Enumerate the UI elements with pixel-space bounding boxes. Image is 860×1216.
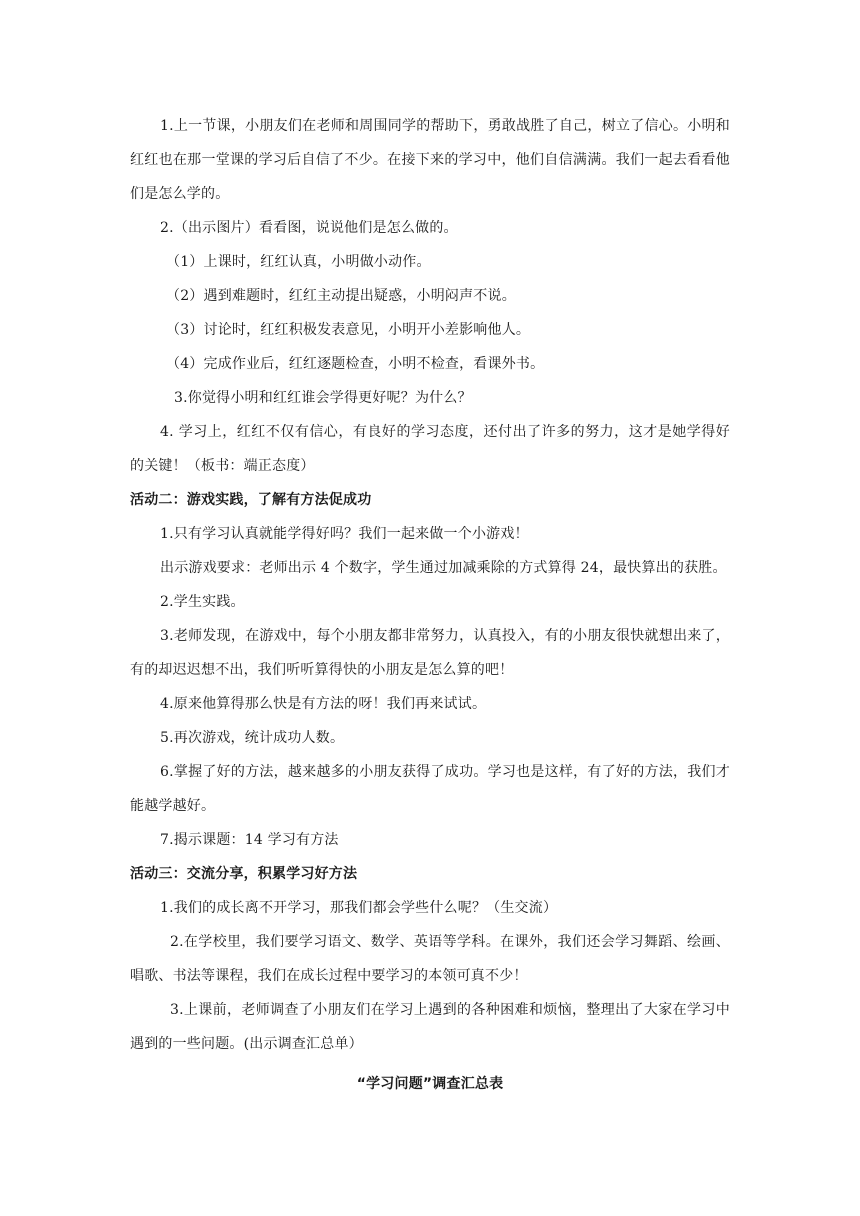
paragraph-game-rules: 出示游戏要求：老师出示 4 个数字，学生通过加减乘除的方式算得 24，最快算出的获胜。: [160, 560, 727, 576]
table-title: “学习问题”调查汇总表: [356, 1076, 504, 1092]
list-item-discussion-behavior: （3）讨论时，红红积极发表意见，小明开小差影响他人。: [166, 322, 531, 338]
document-body: [130, 109, 730, 1101]
paragraph-game-intro: 1.只有学习认真就能学得好吗？我们一起来做一个小游戏！: [160, 526, 529, 542]
paragraph-replay: 5.再次游戏，统计成功人数。: [160, 730, 345, 746]
paragraph-show-picture: 2.（出示图片）看看图，说说他们是怎么做的。: [160, 220, 458, 236]
paragraph-learning-discussion: 1.我们的成长离不开学习，那我们都会学些什么呢？（生交流）: [160, 900, 558, 916]
paragraph-conclusion: 4. 学习上，红红不仅有信心，有良好的学习态度，还付出了许多的努力，这才是她学得好的关键！（板书：端正态度）: [130, 424, 730, 474]
list-item-homework-behavior: （4）完成作业后，红红逐题检查，小明不检查，看课外书。: [166, 356, 545, 372]
section-heading-activity-two: 活动二：游戏实践，了解有方法促成功: [130, 492, 372, 508]
paragraph-question: 3.你觉得小明和红红谁会学得更好呢？为什么？: [174, 390, 472, 406]
paragraph-student-practice: 2.学生实践。: [160, 594, 245, 610]
paragraph-subjects: 2.在学校里，我们要学习语文、数学、英语等学科。在课外，我们还会学习舞蹈、绘画、唱歌、书法等课程，我们在成长过程中要学习的本领可真不少！: [130, 934, 730, 984]
paragraph-survey: 3.上课前，老师调查了小朋友们在学习上遇到的各种困难和烦恼，整理出了大家在学习中遇到的一些问题。(出示调查汇总单）: [130, 1002, 730, 1052]
paragraph-lesson-topic: 7.揭示课题：14 学习有方法: [160, 832, 339, 848]
paragraph-intro: 1.上一节课，小朋友们在老师和周围同学的帮助下，勇敢战胜了自己，树立了信心。小明和红红也在那一堂课的学习后自信了不少。在接下来的学习中，他们自信满满。我们一起去看看他们是怎么学的。: [130, 118, 730, 202]
paragraph-teacher-observation: 3.老师发现，在游戏中，每个小朋友都非常努力，认真投入，有的小朋友很快就想出来了，有的却迟迟想不出，我们听听算得快的小朋友是怎么算的吧！: [130, 628, 730, 678]
paragraph-method-discovery: 4.原来他算得那么快是有方法的呀！我们再来试试。: [160, 696, 487, 712]
list-item-class-behavior: （1）上课时，红红认真，小明做小动作。: [166, 254, 431, 270]
list-item-difficulty-behavior: （2）遇到难题时，红红主动提出疑惑，小明闷声不说。: [166, 288, 516, 304]
section-heading-activity-three: 活动三：交流分享，积累学习好方法: [130, 866, 358, 882]
paragraph-method-success: 6.掌握了好的方法，越来越多的小朋友获得了成功。学习也是这样，有了好的方法，我们才能越学越好。: [130, 764, 730, 814]
